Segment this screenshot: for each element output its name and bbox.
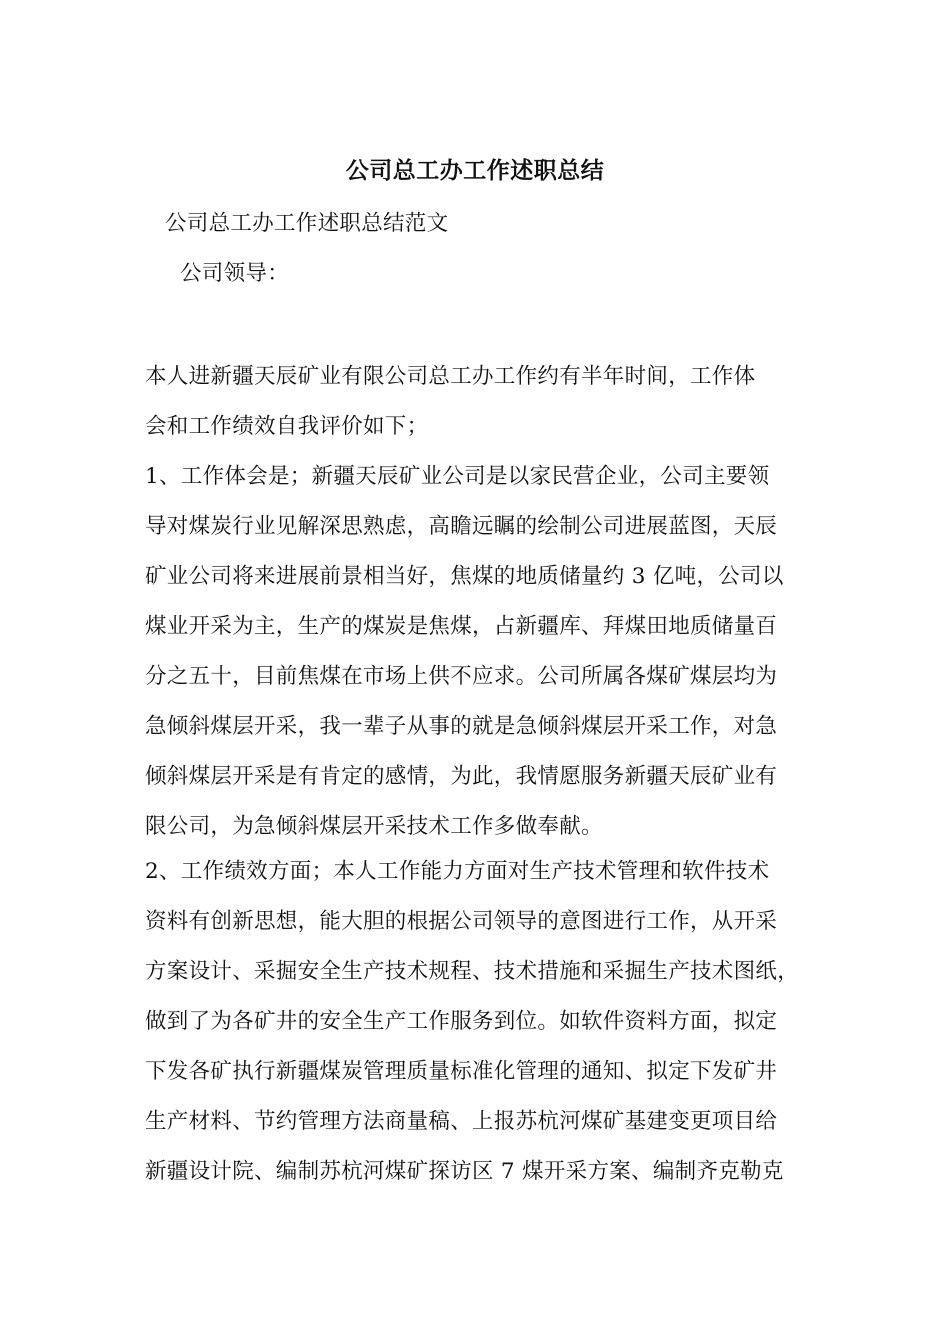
paragraph-3-line-6: 生产材料、节约管理方法商量稿、上报苏杭河煤矿基建变更项目给 <box>145 1109 778 1134</box>
paragraph-2-line-4: 煤业开采为主，生产的煤炭是焦煤，占新疆库、拜煤田地质储量百 <box>145 614 778 639</box>
document-subtitle: 公司总工办工作述职总结范文 <box>165 211 449 236</box>
paragraph-3-line-4: 做到了为各矿井的安全生产工作服务到位。如软件资料方面，拟定 <box>145 1009 778 1034</box>
paragraph-1-line-1: 本人进新疆天辰矿业有限公司总工办工作约有半年时间，工作体 <box>145 364 756 389</box>
paragraph-2-line-5: 分之五十，目前焦煤在市场上供不应求。公司所属各煤矿煤层均为 <box>145 664 778 689</box>
paragraph-3-line-2: 资料有创新思想，能大胆的根据公司领导的意图进行工作，从开采 <box>145 909 778 934</box>
paragraph-2-line-6: 急倾斜煤层开采，我一辈子从事的就是急倾斜煤层开采工作，对急 <box>145 714 778 739</box>
paragraph-3-line-5: 下发各矿执行新疆煤炭管理质量标准化管理的通知、拟定下发矿井 <box>145 1059 778 1084</box>
paragraph-2-line-3: 矿业公司将来进展前景相当好，焦煤的地质储量约 3 亿吨，公司以 <box>145 564 784 589</box>
paragraph-1-line-2: 会和工作绩效自我评价如下； <box>145 414 429 439</box>
paragraph-2-line-8: 限公司，为急倾斜煤层开采技术工作多做奉献。 <box>145 814 603 839</box>
document-title: 公司总工办工作述职总结 <box>345 157 605 184</box>
paragraph-3-line-3: 方案设计、采掘安全生产技术规程、技术措施和采掘生产技术图纸， <box>145 959 800 984</box>
paragraph-2-line-2: 导对煤炭行业见解深思熟虑，高瞻远瞩的绘制公司进展蓝图，天辰 <box>145 514 778 539</box>
paragraph-2-line-1: 1、工作体会是；新疆天辰矿业公司是以家民营企业，公司主要领 <box>145 464 770 489</box>
paragraph-3-line-7: 新疆设计院、编制苏杭河煤矿探访区 7 煤开采方案、编制齐克勒克 <box>145 1159 784 1184</box>
paragraph-3-line-1: 2、工作绩效方面；本人工作能力方面对生产技术管理和软件技术 <box>145 859 770 884</box>
paragraph-2-line-7: 倾斜煤层开采是有肯定的感情，为此，我情愿服务新疆天辰矿业有 <box>145 764 778 789</box>
salutation: 公司领导： <box>180 261 290 286</box>
